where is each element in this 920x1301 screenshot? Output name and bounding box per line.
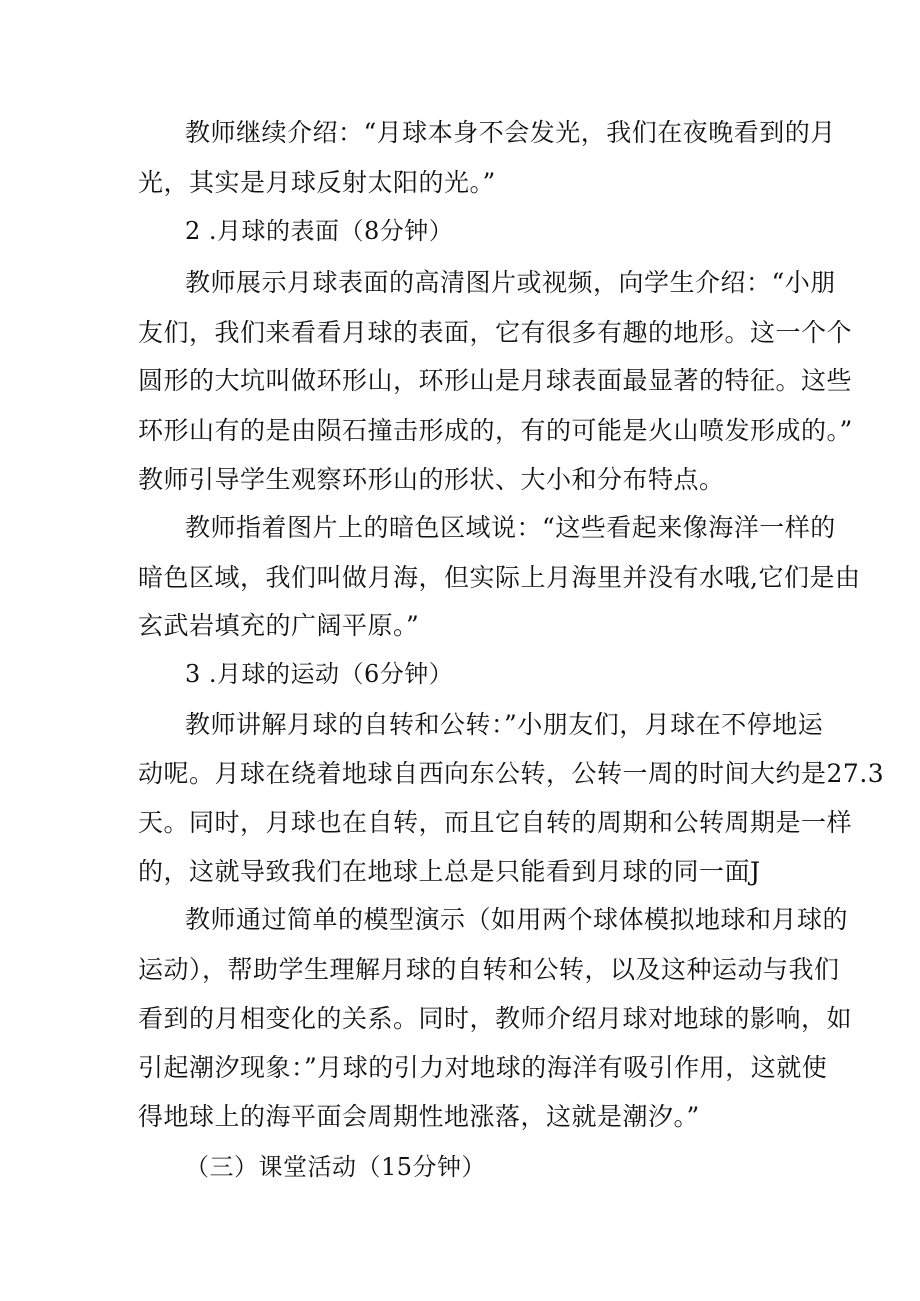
paragraph-line: 友们，我们来看看月球的表面，它有很多有趣的地形。这一个个 <box>138 318 853 347</box>
paragraph-line: 运动），帮助学生理解月球的自转和公转，以及这种运动与我们 <box>138 955 840 984</box>
paragraph-line: 得地球上的海平面会周期性地涨落，这就是潮汐。” <box>138 1102 700 1131</box>
paragraph-line: 教师展示月球表面的高清图片或视频，向学生介绍：“小朋 <box>185 268 836 297</box>
paragraph-line: 教师继续介绍：“月球本身不会发光，我们在夜晚看到的月 <box>185 118 836 147</box>
paragraph-line: 天。同时，月球也在自转，而且它自转的周期和公转周期是一样 <box>138 808 853 837</box>
paragraph-line: 看到的月相变化的关系。同时，教师介绍月球对地球的影响，如 <box>138 1004 853 1033</box>
section-heading: 2 .月球的表面（8分钟） <box>185 217 454 245</box>
paragraph-line: 教师指着图片上的暗色区域说：“这些看起来像海洋一样的 <box>185 513 836 542</box>
paragraph-line: 圆形的大坑叫做环形山，环形山是月球表面最显著的特征。这些 <box>138 366 853 395</box>
paragraph-line: 玄武岩填充的广阔平原。” <box>138 611 420 640</box>
paragraph-line: 暗色区域，我们叫做月海，但实际上月海里并没有水哦,它们是由 <box>138 563 861 592</box>
section-heading: （三）课堂活动（15分钟） <box>185 1153 487 1181</box>
paragraph-line: 引起潮汐现象：”月球的引力对地球的海洋有吸引作用，这就使 <box>138 1053 828 1082</box>
paragraph-line: 教师通过简单的模型演示（如用两个球体模拟地球和月球的 <box>185 905 849 934</box>
paragraph-line: 教师引导学生观察环形山的形状、大小和分布特点。 <box>138 465 725 494</box>
section-heading: 3 .月球的运动（6分钟） <box>185 660 454 688</box>
paragraph-line: 动呢。月球在绕着地球自西向东公转，公转一周的时间大约是27.3 <box>138 759 885 788</box>
paragraph-line: 环形山有的是由陨石撞击形成的，有的可能是火山喷发形成的。” <box>138 416 853 445</box>
paragraph-line: 光，其实是月球反射太阳的光。” <box>138 168 496 197</box>
paragraph-line: 教师讲解月球的自转和公转：”小朋友们，月球在不停地运 <box>185 710 824 739</box>
paragraph-line: 的，这就导致我们在地球上总是只能看到月球的同一面J <box>138 857 761 886</box>
